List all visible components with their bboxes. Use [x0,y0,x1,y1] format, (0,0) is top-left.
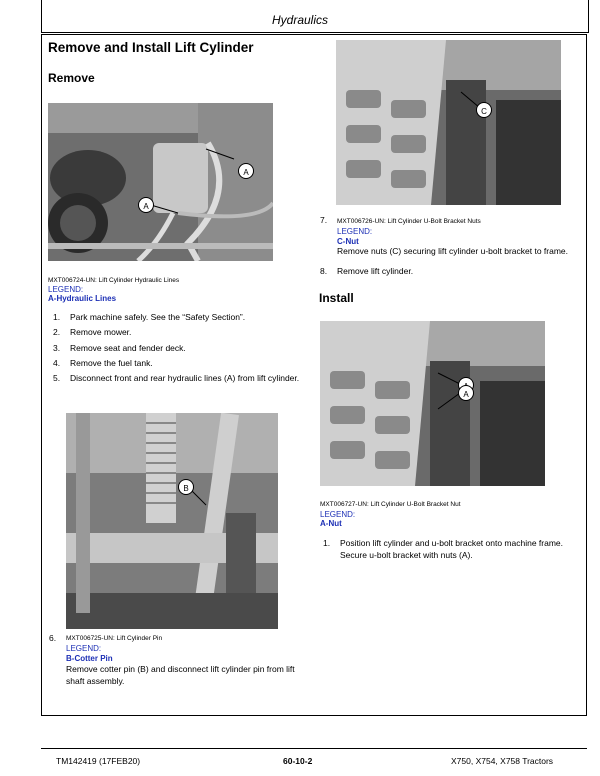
remove-heading: Remove [48,71,95,85]
cotter-pin-illustration [66,413,278,629]
callout-b: B [178,479,194,495]
figure-ubolt-nuts-photo [336,40,561,205]
footer-models: X750, X754, X758 Tractors [451,756,554,766]
figure4-caption: MXT006727-UN: Lift Cylinder U-Bolt Bracket Nut [320,501,461,508]
remove-steps [53,312,313,388]
install-heading: Install [319,291,354,305]
figure-ubolt-nut-install-photo [320,321,545,486]
figure3-caption: MXT006726-UN: Lift Cylinder U-Bolt Bracket Nuts [337,218,481,225]
remove-step-3: 3. Remove seat and fender deck. [53,342,186,353]
footer-page-number: 60-10-2 [283,756,313,766]
figure2-legend-item: B-Cotter Pin [66,654,113,663]
figure2-step-num: 6. [49,633,57,643]
step8-num: 8. [320,266,328,276]
figure3-text: Remove nuts (C) securing lift cylinder u-bolt bracket to frame. [337,246,569,256]
install-step-1-num: 1. [323,538,331,548]
figure3-legend-label: LEGEND: [337,227,373,236]
figure3-step-num: 7. [320,215,328,225]
figure4-legend-item: A-Nut [320,519,342,528]
callout-a-2: A [138,197,154,213]
figure-hydraulic-lines-photo [48,103,273,261]
section-title: Remove and Install Lift Cylinder [48,40,254,55]
step8-text: Remove lift cylinder. [337,266,414,276]
hydraulic-lines-illustration [48,103,273,261]
ubolt-nut-install-illustration [320,321,545,486]
figure4-legend-label: LEGEND: [320,510,356,519]
figure1-caption: MXT006724-UN: Lift Cylinder Hydraulic Lines [48,277,180,284]
footer-doc-id: TM142419 (17FEB20) [56,756,141,766]
figure2-text: Remove cotter pin (B) and disconnect lift cylinder pin from lift shaft assembly. [66,664,295,686]
install-step-1-text: Position lift cylinder and u-bolt bracket onto machine frame. Secure u-bolt bracket with nuts (A). [340,538,564,560]
remove-step-5: 5. Disconnect front and rear hydraulic lines (A) from lift cylinder. [53,373,300,384]
remove-step-4: 4. Remove the fuel tank. [53,357,153,368]
callout-a-install-2: A [458,385,474,401]
figure1-legend-item: A-Hydraulic Lines [48,294,117,303]
callout-c: C [476,102,492,118]
callout-a-1: A [238,163,254,179]
figure3-legend-item: C-Nut [337,237,359,246]
footer-divider [41,748,587,749]
remove-step-2: 2. Remove mower. [53,327,132,338]
figure2-caption: MXT006725-UN: Lift Cylinder Pin [66,635,163,642]
ubolt-nuts-illustration [336,40,561,205]
header-title: Hydraulics [271,13,328,27]
figure2-legend-label: LEGEND: [66,644,102,653]
figure-cotter-pin-photo [66,413,278,629]
figure1-legend-label: LEGEND: [48,285,84,294]
remove-step-1: 1. Park machine safely. See the “Safety Section”. [53,312,246,322]
